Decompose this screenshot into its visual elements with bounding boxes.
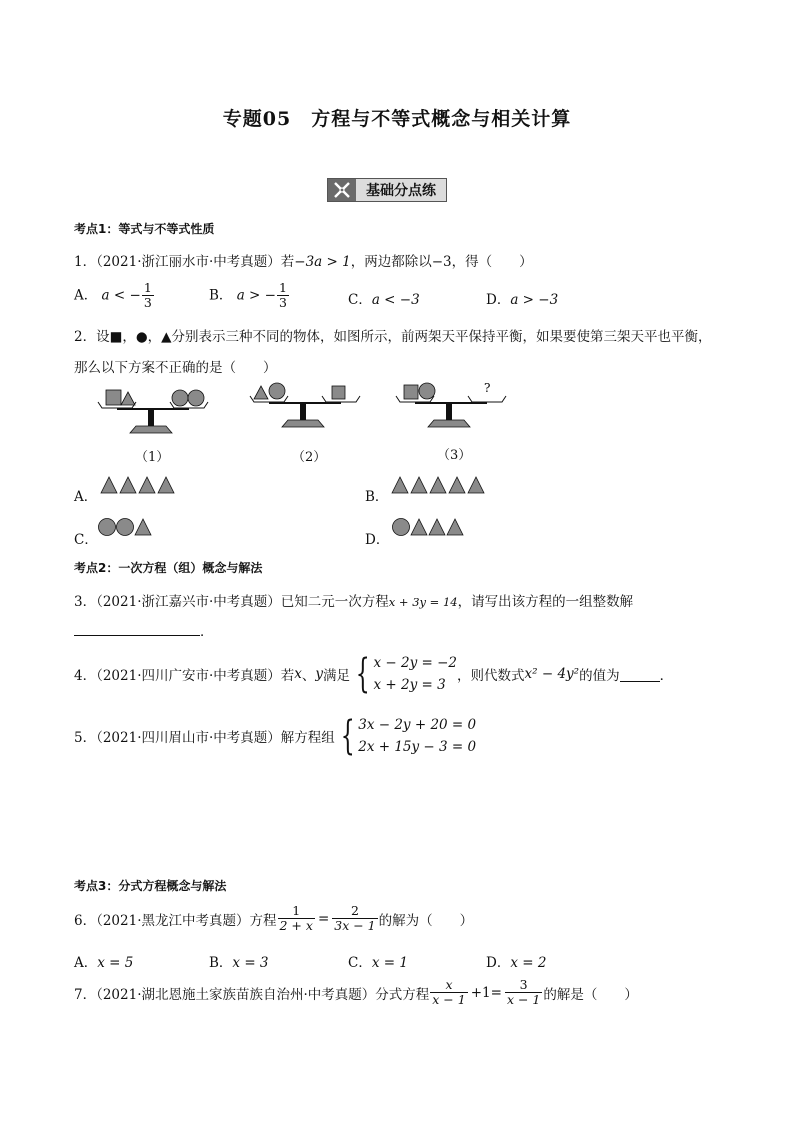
equation: x + 2y = 3 [373,677,446,694]
numerator: 1 [292,903,301,918]
option-expr: x = 2 [510,955,547,971]
triangle-shape [101,477,117,493]
section-heading-2: 考点2：一次方程（组）概念与解法 [74,561,263,575]
q1-expr: −3a > 1 [294,254,351,270]
section-heading-1: 考点1：等式与不等式性质 [74,222,215,236]
crossed-swords-icon [328,179,356,201]
option-expr: x = 5 [97,955,134,971]
denominator: x − 1 [506,992,541,1008]
q3-answer-line [74,620,214,640]
q4-sep: 、 [301,668,316,685]
triangle-shape [429,519,445,535]
triangle-shape [158,477,174,493]
brace: { [355,651,370,698]
question-4 [74,652,673,697]
equation: x − 2y = −2 [373,655,458,671]
equation: 3x − 2y + 20 = 0 [358,717,477,733]
scale-caption-2: （2） [292,450,327,465]
denominator: x − 1 [432,992,466,1008]
denominator: 3 [143,295,152,311]
circle-shape [393,519,410,536]
equals-sign: = [317,910,330,927]
triangle-shape [468,477,484,493]
page-title: 专题05 方程与不等式概念与相关计算 [222,108,572,130]
question-6 [74,904,473,934]
question-7 [74,978,638,1008]
q7-mid: +1= [470,984,502,1001]
option-label: D． [486,955,511,971]
q7-prefix: 7．（2021·湖北恩施土家族苗族自治州·中考真题）分式方程 [74,986,430,1003]
unknown-mark: ? [484,382,491,395]
q3-suffix: ，请写出该方程的一组整数解 [457,594,634,610]
answer-blank[interactable] [74,621,200,636]
option-label: A． [74,287,98,304]
option-label: D． [486,292,511,308]
q3-expr: x + 3y = 14 [388,595,458,609]
q1-option-a [74,281,155,311]
scale-caption-1: （1） [135,450,170,465]
q6-option-a [74,951,133,971]
option-label: B． [209,287,233,304]
q4-mid: 满足 [323,668,351,685]
numerator: x [445,977,453,992]
fraction [505,978,542,1008]
q3-end: ． [200,624,214,640]
q2-option-c-label: C． [74,532,98,548]
equation-system [335,714,476,759]
q6-prefix: 6．（2021·黑龙江中考真题）方程 [74,912,277,929]
q2-option-a-label: A． [74,489,98,505]
square-shape [106,390,121,405]
numerator: 3 [519,977,528,992]
triangle-shape [392,477,408,493]
option-label: C． [348,292,372,308]
q4-tail: 的值为 [579,668,620,685]
fraction [430,978,467,1008]
q1-prefix: 1．（2021·浙江丽水市·中考真题）若 [74,254,295,270]
brace: { [340,713,355,760]
triangle-shape [411,519,427,535]
scale-caption-3: （3） [437,448,472,463]
q3-prefix: 3．（2021·浙江嘉兴市·中考真题）已知二元一次方程 [74,594,389,610]
option-label: C． [348,955,372,971]
q4-end: ． [659,668,674,685]
circle-shape [419,383,435,399]
option-label: A． [74,955,98,971]
option-expr: x = 3 [232,955,269,971]
denominator: 3x − 1 [334,918,376,934]
option-expr: a < −3 [371,292,420,308]
option-expr: a < − [101,287,141,304]
denominator: 2 + x [279,918,313,934]
balance-scales-figure [90,382,510,438]
equation: 2x + 15y − 3 = 0 [358,739,477,756]
option-label: B． [209,955,233,971]
q4-suffix: ，则代数式 [457,668,525,685]
q1-option-b [209,281,290,311]
square-shape [332,386,345,399]
fraction [142,281,154,311]
q2-option-a-shapes [100,476,178,494]
q4-expr: x² − 4y² [524,666,580,683]
q6-option-b [209,951,269,971]
option-expr: x = 1 [371,955,408,971]
circle-shape [117,519,134,536]
q6-option-d [486,951,546,971]
fraction [277,281,289,311]
q6-option-c [348,951,408,971]
q4-prefix: 4．（2021·四川广安市·中考真题）若 [74,668,295,685]
q5-prefix: 5．（2021·四川眉山市·中考真题）解方程组 [74,730,335,747]
balance-scale-2 [250,383,360,427]
triangle-shape [449,477,465,493]
equation-system [350,652,457,697]
badge-label: 基础分点练 [356,179,446,201]
q4-var-y: y [315,666,324,683]
section-heading-3: 考点3：分式方程概念与解法 [74,879,227,893]
fraction [332,904,377,934]
q2-option-d-shapes [391,517,469,537]
question-3 [74,590,633,610]
q4-var-x: x [294,666,302,683]
fraction [278,904,315,934]
numerator: 1 [143,280,152,295]
q1-option-d [486,288,558,308]
question-5 [74,714,476,759]
question-2-line-2: 那么以下方案不正确的是（ ） [74,360,277,376]
answer-blank[interactable] [620,667,660,682]
triangle-shape [430,477,446,493]
circle-shape [172,390,188,406]
circle-shape [269,383,285,399]
square-shape [404,385,418,399]
numerator: 1 [278,280,287,295]
numerator: 2 [350,903,359,918]
q1-option-c [348,288,420,308]
q1-suffix: ，两边都除以−3，得（ ） [350,254,533,270]
option-expr: a > − [236,287,276,304]
triangle-shape [254,386,268,399]
question-1 [74,250,533,270]
circle-shape [188,390,204,406]
triangle-shape [121,392,135,405]
triangle-shape [139,477,155,493]
triangle-shape [411,477,427,493]
triangle-shape [120,477,136,493]
balance-scale-3 [396,382,506,427]
q2-option-b-shapes [391,476,487,494]
q6-suffix: 的解为（ ） [378,912,474,929]
q2-option-d-label: D． [365,532,390,548]
balance-scale-1 [98,390,208,433]
section-badge [327,178,447,202]
question-2-line-1: 2．设■，●，▲分别表示三种不同的物体，如图所示，前两架天平保持平衡，如果要使第三架天平也平衡， [74,329,712,345]
option-expr: a > −3 [510,292,559,308]
q2-option-c-shapes [97,517,157,537]
denominator: 3 [278,295,287,311]
circle-shape [99,519,116,536]
q2-option-b-label: B． [365,489,389,505]
triangle-shape [447,519,463,535]
q7-suffix: 的解是（ ） [543,986,638,1003]
triangle-shape [135,519,151,535]
